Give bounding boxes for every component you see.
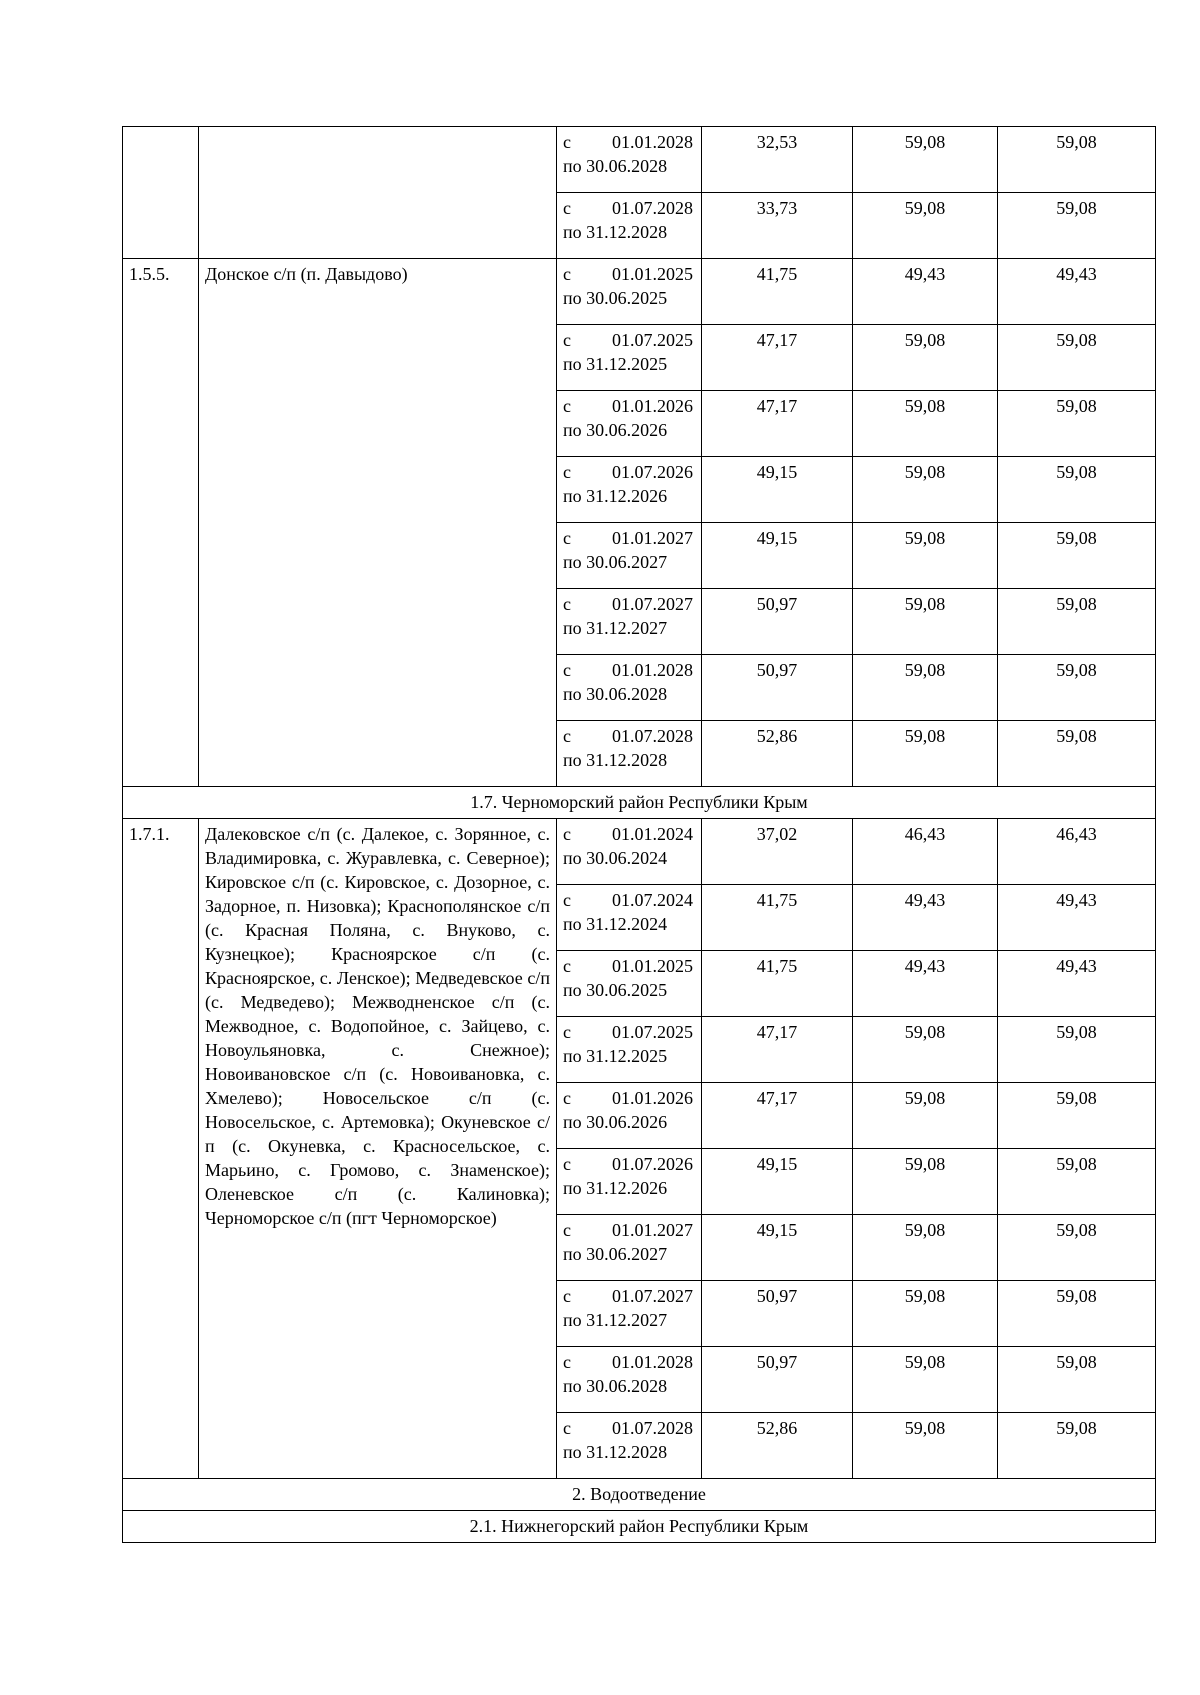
period-to-line — [563, 286, 695, 310]
period-to-line — [563, 1308, 695, 1332]
value-3: 59,08 — [998, 589, 1156, 655]
period-from-prefix: с — [563, 824, 571, 844]
period-from-prefix: с — [563, 1220, 571, 1240]
period-from-line — [563, 1350, 695, 1374]
period-to-prefix: по — [563, 618, 582, 638]
value-2: 59,08 — [853, 325, 998, 391]
period-from-line — [563, 1020, 695, 1044]
period-to-date: 30.06.2026 — [586, 1112, 668, 1132]
value-2: 59,08 — [853, 655, 998, 721]
table-row — [123, 127, 1156, 193]
value-1: 50,97 — [702, 655, 853, 721]
period-to-prefix: по — [563, 1046, 582, 1066]
item-name — [199, 127, 557, 259]
period-to-date: 31.12.2027 — [586, 618, 668, 638]
value-1: 52,86 — [702, 721, 853, 787]
value-3: 59,08 — [998, 1281, 1156, 1347]
value-3: 46,43 — [998, 819, 1156, 885]
value-2: 59,08 — [853, 523, 998, 589]
period-cell — [557, 1281, 702, 1347]
period-from-date: 01.01.2025 — [612, 956, 693, 976]
value-1: 47,17 — [702, 391, 853, 457]
value-1: 41,75 — [702, 259, 853, 325]
period-to-date: 30.06.2028 — [586, 684, 668, 704]
period-from-line — [563, 592, 695, 616]
section-row — [123, 1479, 1156, 1511]
period-to-prefix: по — [563, 354, 582, 374]
period-cell — [557, 1215, 702, 1281]
value-2: 59,08 — [853, 1215, 998, 1281]
period-to-date: 30.06.2025 — [586, 980, 668, 1000]
period-to-line — [563, 484, 695, 508]
period-to-line — [563, 1242, 695, 1266]
period-cell — [557, 391, 702, 457]
tariff-table — [122, 126, 1156, 1543]
period-cell — [557, 1149, 702, 1215]
period-from-line — [563, 1086, 695, 1110]
value-1: 50,97 — [702, 1347, 853, 1413]
period-from-line — [563, 1152, 695, 1176]
period-to-prefix: по — [563, 684, 582, 704]
period-from-line — [563, 658, 695, 682]
period-from-line — [563, 1416, 695, 1440]
period-from-line — [563, 888, 695, 912]
value-3: 59,08 — [998, 325, 1156, 391]
period-to-prefix: по — [563, 552, 582, 572]
period-from-date: 01.01.2028 — [612, 132, 693, 152]
period-from-date: 01.07.2025 — [612, 330, 693, 350]
value-3: 59,08 — [998, 1215, 1156, 1281]
period-from-line — [563, 460, 695, 484]
value-2: 59,08 — [853, 1347, 998, 1413]
value-1: 32,53 — [702, 127, 853, 193]
period-to-date: 30.06.2028 — [586, 1376, 668, 1396]
period-from-date: 01.01.2027 — [612, 528, 693, 548]
period-cell — [557, 951, 702, 1017]
period-from-line — [563, 196, 695, 220]
period-cell — [557, 457, 702, 523]
value-1: 47,17 — [702, 1017, 853, 1083]
period-from-prefix: с — [563, 132, 571, 152]
period-to-line — [563, 220, 695, 244]
period-from-line — [563, 1284, 695, 1308]
value-1: 41,75 — [702, 951, 853, 1017]
period-from-date: 01.01.2026 — [612, 396, 693, 416]
section-title: 2.1. Нижнегорский район Республики Крым — [123, 1511, 1156, 1543]
value-1: 41,75 — [702, 885, 853, 951]
value-1: 47,17 — [702, 325, 853, 391]
period-from-date: 01.07.2025 — [612, 1022, 693, 1042]
period-to-date: 31.12.2028 — [586, 750, 668, 770]
value-3: 59,08 — [998, 523, 1156, 589]
period-to-prefix: по — [563, 486, 582, 506]
period-from-line — [563, 130, 695, 154]
period-from-prefix: с — [563, 462, 571, 482]
period-to-date: 30.06.2027 — [586, 552, 668, 572]
period-to-date: 31.12.2025 — [586, 1046, 668, 1066]
period-to-line — [563, 154, 695, 178]
period-from-prefix: с — [563, 956, 571, 976]
period-to-date: 30.06.2024 — [586, 848, 668, 868]
period-to-prefix: по — [563, 980, 582, 1000]
period-from-date: 01.07.2028 — [612, 198, 693, 218]
item-number: 1.5.5. — [123, 259, 199, 787]
value-3: 59,08 — [998, 655, 1156, 721]
period-from-date: 01.01.2025 — [612, 264, 693, 284]
item-number: 1.7.1. — [123, 819, 199, 1479]
value-1: 49,15 — [702, 1215, 853, 1281]
period-to-date: 31.12.2026 — [586, 1178, 668, 1198]
period-from-prefix: с — [563, 594, 571, 614]
value-1: 49,15 — [702, 523, 853, 589]
period-cell — [557, 1347, 702, 1413]
period-from-line — [563, 526, 695, 550]
period-cell — [557, 523, 702, 589]
value-2: 49,43 — [853, 951, 998, 1017]
period-from-date: 01.01.2028 — [612, 1352, 693, 1372]
period-to-prefix: по — [563, 750, 582, 770]
value-3: 59,08 — [998, 457, 1156, 523]
value-2: 49,43 — [853, 885, 998, 951]
period-to-line — [563, 682, 695, 706]
period-from-prefix: с — [563, 1088, 571, 1108]
value-2: 59,08 — [853, 1413, 998, 1479]
value-3: 59,08 — [998, 1149, 1156, 1215]
period-cell — [557, 1017, 702, 1083]
value-2: 59,08 — [853, 1281, 998, 1347]
value-3: 59,08 — [998, 127, 1156, 193]
value-3: 59,08 — [998, 1413, 1156, 1479]
value-3: 59,08 — [998, 193, 1156, 259]
period-to-prefix: по — [563, 1178, 582, 1198]
period-to-date: 30.06.2025 — [586, 288, 668, 308]
value-1: 50,97 — [702, 1281, 853, 1347]
period-from-date: 01.01.2026 — [612, 1088, 693, 1108]
period-from-date: 01.07.2026 — [612, 1154, 693, 1174]
period-to-prefix: по — [563, 848, 582, 868]
section-title: 2. Водоотведение — [123, 1479, 1156, 1511]
value-2: 59,08 — [853, 1017, 998, 1083]
period-from-prefix: с — [563, 528, 571, 548]
value-1: 49,15 — [702, 457, 853, 523]
period-to-prefix: по — [563, 420, 582, 440]
period-to-date: 30.06.2026 — [586, 420, 668, 440]
value-2: 59,08 — [853, 1149, 998, 1215]
period-from-prefix: с — [563, 264, 571, 284]
period-cell — [557, 721, 702, 787]
period-cell — [557, 127, 702, 193]
value-2: 49,43 — [853, 259, 998, 325]
period-from-date: 01.07.2028 — [612, 1418, 693, 1438]
period-from-line — [563, 328, 695, 352]
value-3: 59,08 — [998, 391, 1156, 457]
period-to-line — [563, 1374, 695, 1398]
period-to-date: 30.06.2027 — [586, 1244, 668, 1264]
period-from-line — [563, 822, 695, 846]
period-to-date: 31.12.2028 — [586, 222, 668, 242]
value-2: 59,08 — [853, 457, 998, 523]
period-to-date: 31.12.2027 — [586, 1310, 668, 1330]
period-to-line — [563, 616, 695, 640]
period-from-date: 01.07.2028 — [612, 726, 693, 746]
tariff-table-body — [123, 127, 1156, 1543]
table-row — [123, 819, 1156, 885]
value-2: 59,08 — [853, 391, 998, 457]
value-3: 49,43 — [998, 885, 1156, 951]
period-cell — [557, 1413, 702, 1479]
period-to-date: 31.12.2024 — [586, 914, 668, 934]
period-to-prefix: по — [563, 1244, 582, 1264]
value-1: 49,15 — [702, 1149, 853, 1215]
value-2: 59,08 — [853, 193, 998, 259]
period-from-line — [563, 1218, 695, 1242]
value-2: 59,08 — [853, 589, 998, 655]
value-2: 59,08 — [853, 721, 998, 787]
period-from-prefix: с — [563, 660, 571, 680]
period-from-prefix: с — [563, 1022, 571, 1042]
value-3: 59,08 — [998, 1083, 1156, 1149]
period-to-line — [563, 1044, 695, 1068]
value-2: 46,43 — [853, 819, 998, 885]
period-cell — [557, 655, 702, 721]
period-from-prefix: с — [563, 726, 571, 746]
period-to-line — [563, 1440, 695, 1464]
period-to-prefix: по — [563, 222, 582, 242]
period-cell — [557, 325, 702, 391]
period-to-prefix: по — [563, 914, 582, 934]
period-to-line — [563, 550, 695, 574]
period-to-date: 31.12.2028 — [586, 1442, 668, 1462]
period-from-prefix: с — [563, 1154, 571, 1174]
period-from-line — [563, 394, 695, 418]
item-number — [123, 127, 199, 259]
period-cell — [557, 1083, 702, 1149]
item-name: Далековское с/п (с. Далекое, с. Зорянное, с. Владимировка, с. Журавлевка, с. Северное); Кировское с/п (с. Кировское, с. Дозорное, с. Задорное, п. Низовка); Краснополянское с/п (с. Красная Поляна, с. Внуково, с. Кузнецкое); Красноярское с/п (с. Красноярское, с. Ленское); Медведевское с/п (с. Медведево); Межводненское с/п (с. Межводное, с. Водопойное, с. Зайцево, с. Новоульяновка, с. Снежное); Новоивановское с/п (с. Новоивановка, с. Хмелево); Новосельское с/п (с. Новосельское, с. Артемовка); Окуневское с/п (с. Окуневка, с. Красносельское, с. Марьино, с. Громово, с. Знаменское); Оленевское с/п (с. Калиновка); Черноморское с/п (пгт Черноморское) — [199, 819, 557, 1479]
period-from-date: 01.01.2027 — [612, 1220, 693, 1240]
period-to-prefix: по — [563, 1376, 582, 1396]
period-to-line — [563, 978, 695, 1002]
period-from-line — [563, 954, 695, 978]
period-from-prefix: с — [563, 198, 571, 218]
period-to-line — [563, 352, 695, 376]
period-from-line — [563, 724, 695, 748]
value-1: 37,02 — [702, 819, 853, 885]
period-to-date: 31.12.2026 — [586, 486, 668, 506]
period-from-date: 01.07.2026 — [612, 462, 693, 482]
period-cell — [557, 589, 702, 655]
period-to-prefix: по — [563, 1310, 582, 1330]
value-3: 49,43 — [998, 259, 1156, 325]
period-cell — [557, 193, 702, 259]
period-to-prefix: по — [563, 1442, 582, 1462]
period-from-prefix: с — [563, 396, 571, 416]
section-title: 1.7. Черноморский район Республики Крым — [123, 787, 1156, 819]
value-3: 59,08 — [998, 1347, 1156, 1413]
period-from-prefix: с — [563, 1286, 571, 1306]
period-to-prefix: по — [563, 156, 582, 176]
period-cell — [557, 885, 702, 951]
period-from-line — [563, 262, 695, 286]
value-1: 33,73 — [702, 193, 853, 259]
period-from-date: 01.01.2024 — [612, 824, 693, 844]
value-1: 50,97 — [702, 589, 853, 655]
value-3: 49,43 — [998, 951, 1156, 1017]
period-from-date: 01.01.2028 — [612, 660, 693, 680]
period-cell — [557, 259, 702, 325]
period-to-date: 30.06.2028 — [586, 156, 668, 176]
period-to-line — [563, 912, 695, 936]
period-to-prefix: по — [563, 288, 582, 308]
period-from-date: 01.07.2027 — [612, 594, 693, 614]
period-to-line — [563, 748, 695, 772]
value-3: 59,08 — [998, 721, 1156, 787]
period-to-line — [563, 418, 695, 442]
period-from-prefix: с — [563, 330, 571, 350]
value-2: 59,08 — [853, 1083, 998, 1149]
period-from-prefix: с — [563, 890, 571, 910]
period-to-line — [563, 1176, 695, 1200]
value-1: 47,17 — [702, 1083, 853, 1149]
period-to-prefix: по — [563, 1112, 582, 1132]
item-name: Донское с/п (п. Давыдово) — [199, 259, 557, 787]
period-to-line — [563, 846, 695, 870]
value-1: 52,86 — [702, 1413, 853, 1479]
period-from-date: 01.07.2027 — [612, 1286, 693, 1306]
value-2: 59,08 — [853, 127, 998, 193]
period-from-prefix: с — [563, 1418, 571, 1438]
section-row — [123, 787, 1156, 819]
period-to-line — [563, 1110, 695, 1134]
period-to-date: 31.12.2025 — [586, 354, 668, 374]
value-3: 59,08 — [998, 1017, 1156, 1083]
table-row — [123, 259, 1156, 325]
section-row — [123, 1511, 1156, 1543]
period-from-prefix: с — [563, 1352, 571, 1372]
period-from-date: 01.07.2024 — [612, 890, 693, 910]
period-cell — [557, 819, 702, 885]
